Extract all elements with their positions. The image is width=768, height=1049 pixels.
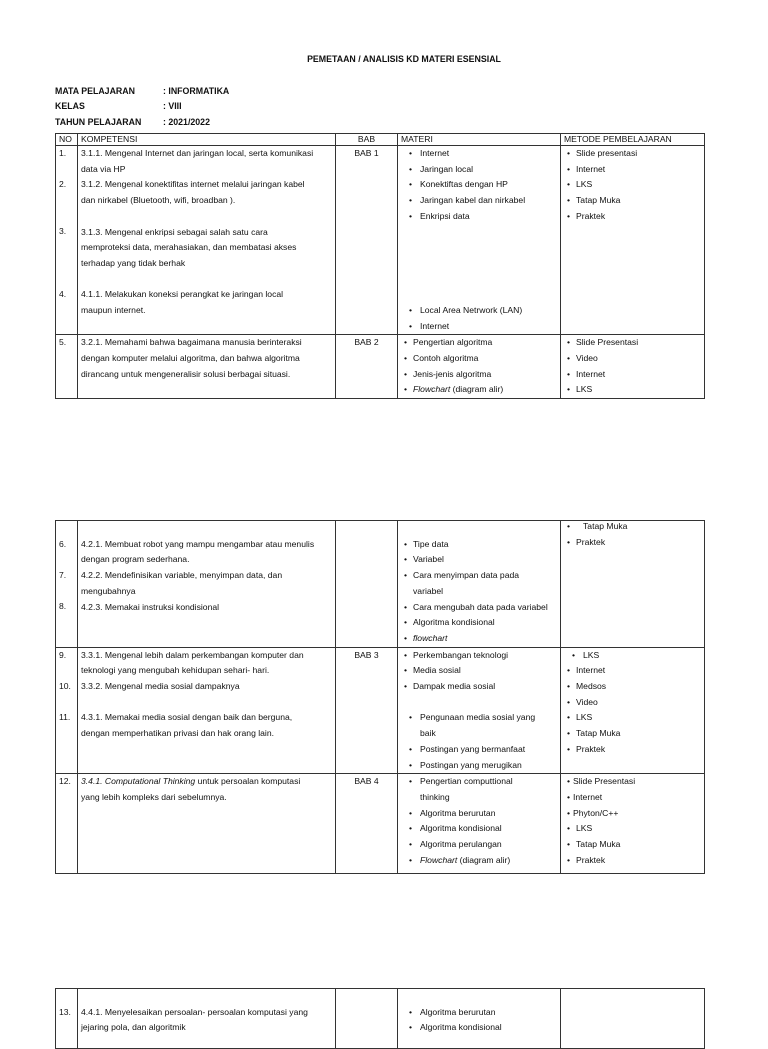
table-row [56,774,705,874]
kompetensi-cell: 3.4.1. Computational Thinking untuk persoalan komputasi yang lebih kompleks dari sebelumnya. [78,774,336,874]
list-item: • Pengertian computtional [401,774,557,790]
table-row [56,989,705,1049]
metode-list [564,774,701,868]
kompetensi-cell: 3.1.1. Mengenal Internet dan jaringan local, serta komunikasi data via HP 3.1.2. Mengenal konektifitas internet melalui jaringan kabel dan nirkabel (Bluetooth, wifi, broadban ). 3.1.3. Mengenal enkripsi sebagai salah satu cara memproteksi data, merahasiakan, dan membatasi akses terhadap yang tidak berhak 4.1.1. Melakukan koneksi perangkat ke jaringan local maupun internet. [78,146,336,335]
materi-list [401,774,557,790]
metode-list [564,146,701,225]
materi-list [401,710,557,726]
list-item: • Algoritma perulangan [401,837,557,853]
materi-cell: • Pengertian computtional thinking • Algoritma berurutan • Algoritma kondisional • Algoritma perulangan • Flowchart (diagram alir) [398,774,561,874]
kd-table-2 [55,520,705,874]
list-item: • Slide Presentasi [564,335,701,351]
list-item: • Internet [564,790,701,806]
metode-list [564,335,701,398]
list-item: • Perkembangan teknologi [401,648,557,664]
list-item: • Algoritma berurutan [401,806,557,822]
materi-cell: • Tipe data • Variabel • Cara menyimpan data pada variabel • Cara mengubah data pada variabel • Algoritma kondisional • flowchart [398,521,561,648]
list-item: • Internet [564,663,701,679]
list-item: • Pengunaan media sosial yang [401,710,557,726]
list-item: • Praktek [564,531,701,553]
materi-cell: • Perkembangan teknologi • Media sosial • Dampak media sosial • Pengunaan media sosial yang baik • Postingan yang bermanfaat • Postingan yang merugikan [398,647,561,774]
list-item: • Cara mengubah data pada variabel [401,600,557,616]
list-item: • Slide Presentasi [564,774,701,790]
list-item: • LKS [564,177,701,193]
list-item: • Internet [564,367,701,383]
list-item: • Tatap Muka [564,521,701,531]
meta-year [55,117,210,127]
metode-list [564,648,701,758]
list-item: • Jenis-jenis algoritma [401,367,557,383]
bab-cell: BAB 1 [336,146,398,335]
kompetensi-cell: 4.2.1. Membuat robot yang mampu mengambar atau menulis dengan program sederhana. 4.2.2. Mendefinisikan variable, menyimpan data, dan mengubahnya 4.2.3. Memakai instruksi kondisional [78,521,336,648]
header-no: NO [56,134,78,146]
metode-list [564,521,701,553]
list-item: • Tatap Muka [564,837,701,853]
materi-cell [398,146,561,335]
list-item: • Slide presentasi [564,146,701,162]
metode-cell [561,774,705,874]
list-item: • LKS [564,710,701,726]
list-item: • flowchart [401,631,557,647]
materi-list [401,303,557,334]
metode-cell [561,335,705,399]
bab-cell: BAB 4 [336,774,398,874]
meta-value: : 2021/2022 [163,117,210,127]
materi-cell [398,989,561,1049]
materi-list [401,648,557,695]
list-item: • LKS [564,382,701,398]
metode-cell [561,146,705,335]
list-item: • Enkripsi data [401,209,557,225]
header-materi: MATERI [398,134,561,146]
list-item: • Postingan yang merugikan [401,758,557,774]
list-item: • Tatap Muka [564,726,701,742]
row-no-cell: 9. 10. 11. [56,647,78,774]
list-item: • Local Area Netrwork (LAN) [401,303,557,319]
list-item: • Postingan yang bermanfaat [401,742,557,758]
list-item: • Konektiftas dengan HP [401,177,557,193]
list-item: • Algoritma kondisional [401,615,557,631]
row-no-cell: 6. 7. 8. [56,521,78,648]
table-row [56,146,705,335]
metode-cell [561,647,705,774]
list-item: • Phyton/C++ [564,806,701,822]
list-item: • Internet [401,319,557,335]
materi-list [401,335,557,398]
meta-label: KELAS [55,101,85,111]
list-item: • Jaringan kabel dan nirkabel [401,193,557,209]
metode-cell [561,989,705,1049]
list-item: • Jaringan local [401,162,557,178]
table-row [56,647,705,774]
list-item: • Internet [401,146,557,162]
list-item: • Video [564,695,701,711]
list-item: • Contoh algoritma [401,351,557,367]
list-item: • Praktek [564,209,701,225]
materi-list [401,600,557,647]
materi-list [401,806,557,869]
list-item: • Media sosial [401,663,557,679]
list-item: • Praktek [564,853,701,869]
row-no-cell: 1. 2. 3. 4. [56,146,78,335]
meta-class [55,101,182,111]
row-no-cell: 12. [56,774,78,874]
bab-cell: BAB 2 [336,335,398,399]
kompetensi-cell: 3.3.1. Mengenal lebih dalam perkembangan komputer dan teknologi yang mengubah kehidupan sehari- hari. 3.3.2. Mengenal media sosial dampaknya 4.3.1. Memakai media sosial dengan baik dan berguna, dengan memperhatikan privasi dan hak orang lain. [78,647,336,774]
materi-list [401,146,557,225]
kd-table-3 [55,988,705,1049]
meta-subject [55,86,229,96]
list-item: • Medsos [564,679,701,695]
materi-list [401,742,557,773]
meta-value: : VIII [163,101,182,111]
list-item: • LKS [564,821,701,837]
bab-cell: BAB 3 [336,647,398,774]
materi-cell [398,335,561,399]
bab-cell [336,989,398,1049]
table-header-row [56,134,705,146]
list-item: • Algoritma kondisional [401,1020,557,1036]
list-item: • Praktek [564,742,701,758]
kompetensi-cell: 4.4.1. Menyelesaikan persoalan- persoalan komputasi yang jejaring pola, dan algoritmik [78,989,336,1049]
list-item: • Internet [564,162,701,178]
list-item: • Algoritma kondisional [401,821,557,837]
list-item: • Tipe data [401,537,557,553]
kd-table-1 [55,133,705,399]
list-item: • Flowchart (diagram alir) [401,853,557,869]
header-metode: METODE PEMBELAJARAN [561,134,705,146]
kompetensi-cell: 3.2.1. Memahami bahwa bagaimana manusia berinteraksi dengan komputer melalui algoritma, dan bahwa algoritma dirancang untuk mengeneralisir solusi berbagai situasi. [78,335,336,399]
list-item: • LKS [564,648,701,664]
table-row [56,521,705,648]
list-item: • Flowchart (diagram alir) [401,382,557,398]
row-no-cell: 13. [56,989,78,1049]
list-item: • Algoritma berurutan [401,1005,557,1021]
header-bab: BAB [336,134,398,146]
list-item: • Pengertian algoritma [401,335,557,351]
list-item: • Dampak media sosial [401,679,557,695]
list-item: • Cara menyimpan data pada [401,568,557,584]
materi-list [401,537,557,584]
metode-cell [561,521,705,648]
materi-list [401,1005,557,1036]
list-item: • Video [564,351,701,367]
meta-label: TAHUN PELAJARAN [55,117,142,127]
bab-cell [336,521,398,648]
list-item: • Variabel [401,552,557,568]
list-item: • Tatap Muka [564,193,701,209]
table-row [56,335,705,399]
row-no-cell: 5. [56,335,78,399]
meta-value: : INFORMATIKA [163,86,230,96]
meta-label: MATA PELAJARAN [55,86,135,96]
document-title: PEMETAAN / ANALISIS KD MATERI ESENSIAL [307,54,501,64]
header-kompetensi: KOMPETENSI [78,134,336,146]
